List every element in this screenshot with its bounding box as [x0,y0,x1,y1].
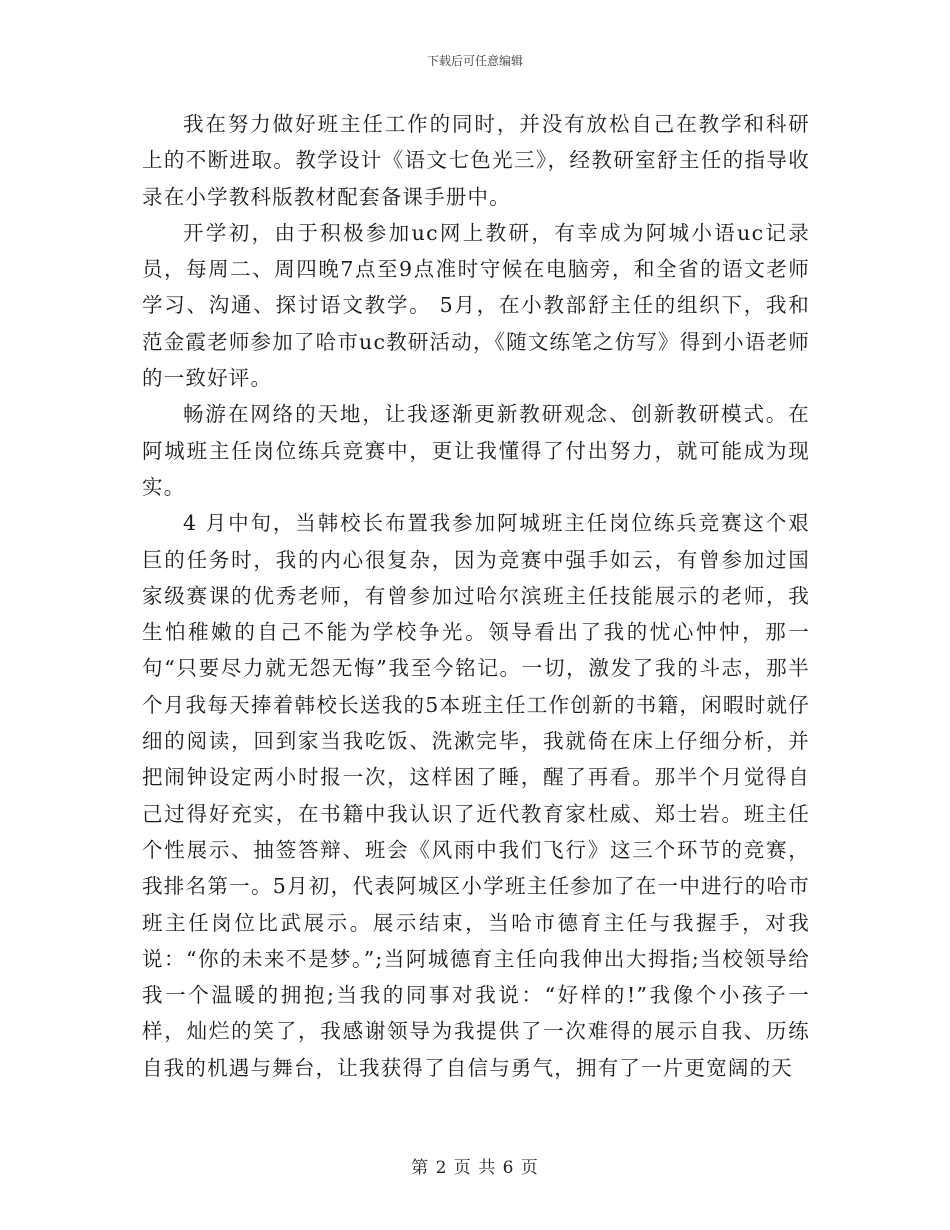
paragraph: 4 月中旬，当韩校长布置我参加阿城班主任岗位练兵竞赛这个艰巨的任务时，我的内心很复杂，因为竞赛中强手如云，有曾参加过国家级赛课的优秀老师，有曾参加过哈尔滨班主任技能展示的老师，我生怕稚嫩的自己不能为学校争光。领导看出了我的忧心忡忡，那一句“只要尽力就无怨无悔”我至今铭记。一切，激发了我的斗志，那半个月我每天捧着韩校长送我的5本班主任工作创新的书籍，闲暇时就仔细的阅读，回到家当我吃饭、洗漱完毕，我就倚在床上仔细分析，并把闹钟设定两小时报一次，这样困了睡，醒了再看。那半个月觉得自己过得好充实，在书籍中我认识了近代教育家杜威、郑士岩。班主任个性展示、抽签答辩、班会《风雨中我们飞行》这三个环节的竞赛，我排名第一。5月初，代表阿城区小学班主任参加了在一中进行的哈市班主任岗位比武展示。展示结束，当哈市德育主任与我握手，对我说：“你的未来不是梦。”;当阿城德育主任向我伸出大拇指;当校领导给我一个温暖的拥抱;当我的同事对我说：“好样的!”我像个小孩子一样，灿烂的笑了，我感谢领导为我提供了一次难得的展示自我、历练自我的机遇与舞台，让我获得了自信与勇气，拥有了一片更宽阔的天 [142,511,810,1080]
page-number: 第 2 页 共 6 页 [411,1158,539,1178]
page-footer [0,1153,950,1178]
paragraph: 开学初，由于积极参加uc网上教研，有幸成为阿城小语uc记录员，每周二、周四晚7点至9点准时守候在电脑旁，和全省的语文老师学习、沟通、探讨语文教学。 5月，在小教部舒主任的组织下，我和范金霞老师参加了哈市uc教研活动，《随文练笔之仿写》得到小语老师的一致好评。 [142,220,810,391]
page-header: 下载后可任意编辑 [426,54,523,68]
paragraph: 畅游在网络的天地，让我逐渐更新教研观念、创新教研模式。在阿城班主任岗位练兵竞赛中，更让我懂得了付出努力，就可能成为现实。 [142,402,810,499]
body-text [142,106,810,1086]
paragraph: 我在努力做好班主任工作的同时，并没有放松自己在教学和科研上的不断进取。教学设计《语文七色光三》，经教研室舒主任的指导收录在小学教科版教材配套备课手册中。 [142,112,810,209]
